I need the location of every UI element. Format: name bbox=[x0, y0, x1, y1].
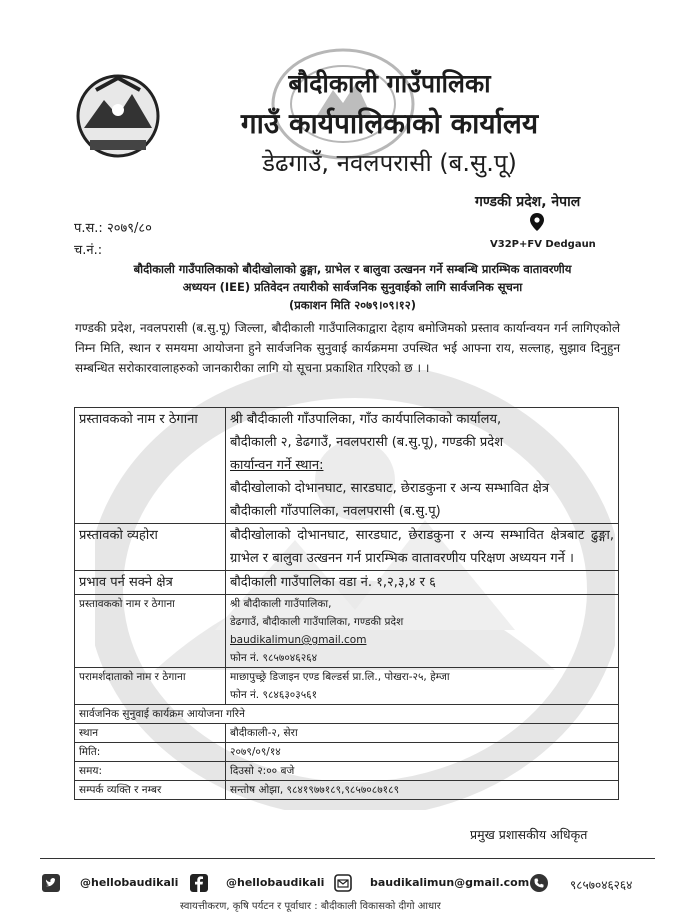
row-label: प्रभाव पर्न सक्ने क्षेत्र bbox=[75, 571, 226, 595]
table-row bbox=[75, 595, 619, 668]
table-row bbox=[75, 743, 619, 762]
row-label: प्रस्तावकको नाम र ठेगाना bbox=[75, 595, 226, 668]
email-icon[interactable] bbox=[334, 874, 352, 892]
row-label: प्रस्तावको व्यहोरा bbox=[75, 524, 226, 571]
footer-divider bbox=[40, 858, 655, 859]
office-location: डेढगाउँ, नवलपरासी (ब.सु.पू) bbox=[262, 149, 517, 177]
row-label: मिति: bbox=[75, 743, 226, 762]
row-label: प्रस्तावकको नाम र ठेगाना bbox=[75, 408, 226, 524]
proposer-address: बौदीकाली २, डेढगाउँ, नवलपरासी (ब.सु.पू), गण्डकी प्रदेश bbox=[230, 435, 504, 450]
table-row bbox=[75, 705, 619, 724]
consultant-phone: फोन नं. ९८४६३०३५६१ bbox=[230, 689, 318, 701]
hearing-venue: बौदीकाली-२, सेरा bbox=[226, 724, 619, 743]
proposer-line: श्री बौदीकाली गाँउपालिका, गाँउ कार्यपालिकाको कार्यालय, bbox=[230, 412, 502, 427]
proposer-name: श्री बौदीकाली गाउँपालिका, bbox=[230, 598, 332, 610]
row-label: सम्पर्क व्यक्ति र नम्बर bbox=[75, 781, 226, 800]
proposer-email[interactable]: baudikalimun@gmail.com bbox=[230, 634, 367, 646]
signatory-title: प्रमुख प्रशासकीय अधिकृत bbox=[470, 827, 588, 842]
proposer-address: डेढगाउँ, बौदीकाली गाउँपालिका, गण्डकी प्रदेश bbox=[230, 616, 404, 628]
twitter-handle[interactable]: @hellobaudikali bbox=[80, 876, 179, 889]
contact-person: सन्तोष ओझा, ९८४१९७७१८९,९८५७०८७१८९ bbox=[226, 781, 619, 800]
implementation-site-label: कार्यान्वन गर्ने स्थान: bbox=[230, 458, 324, 473]
footer-phone[interactable]: ९८५७०४६२६४ bbox=[570, 878, 633, 892]
table-row bbox=[75, 571, 619, 595]
implementation-municipality: बौदीकाली गाँउपालिका, नवलपरासी (ब.सु.पू) bbox=[230, 504, 441, 519]
facebook-handle[interactable]: @hellobaudikali bbox=[226, 876, 325, 889]
table-row bbox=[75, 762, 619, 781]
implementation-site: बौदीखोलाको दोभानघाट, सारडघाट, छेराडकुना र अन्य सम्भावित क्षेत्र bbox=[230, 481, 550, 496]
table-row bbox=[75, 781, 619, 800]
hearing-time: दिउसो २:०० बजे bbox=[226, 762, 619, 781]
facebook-icon[interactable] bbox=[190, 874, 208, 892]
office-name: गाउँ कार्यपालिकाको कार्यालय bbox=[240, 107, 539, 140]
plus-code: V32P+FV Dedgaun bbox=[490, 239, 596, 250]
table-row bbox=[75, 668, 619, 705]
hearing-date: २०७९/०९/१४ bbox=[226, 743, 619, 762]
notice-subject-line-1: बौदीकाली गाउँपालिकाको बौदीखोलाको ढुङ्गा, ग्राभेल र बालुवा उत्खनन गर्ने सम्बन्धि प्रारम्भिक वातावरणीय bbox=[133, 262, 572, 276]
municipality-name: बौदीकाली गाउँपालिका bbox=[288, 69, 491, 98]
row-label: समय: bbox=[75, 762, 226, 781]
footer-slogan: स्वायत्तीकरण, कृषि पर्यटन र पूर्वाधार : बौदीकाली विकासको दीगो आधार bbox=[180, 901, 441, 912]
table-row bbox=[75, 724, 619, 743]
twitter-icon[interactable] bbox=[42, 874, 60, 892]
notice-paragraph: गण्डकी प्रदेश, नवलपरासी (ब.सु.पू) जिल्ला, बौदीकाली गाउँपालिकाद्वारा देहाय बमोजिमको प्रस्ताव कार्यान्वयन गर्न लागिएकोले निम्न मिति, स्थान र समयमा आयोजना हुने सार्वजनिक सुनुवाई कार्यक्रममा उपस्थित भई आफ्ना राय, सल्लाह, सुझाव दिनुहुन सम्बन्धित सरोकारवालाहरुको जानकारीका लागि यो सूचना प्रकाशित गरिएको छ । । bbox=[75, 321, 620, 375]
proposer-phone: फोन नं. ९८५७०४६२६४ bbox=[230, 652, 318, 664]
row-label: स्थान bbox=[75, 724, 226, 743]
table-row bbox=[75, 524, 619, 571]
notice-table bbox=[74, 407, 619, 800]
notice-subject-line-2: अध्ययन (IEE) प्रतिवेदन तयारीको सार्वजनिक सुनुवाईको लागि सार्वजनिक सूचना bbox=[182, 280, 523, 294]
consultant-name: माछापुच्छ्रे डिजाइन एण्ड बिल्डर्स प्रा.लि., पोखरा-२५, हेम्जा bbox=[230, 671, 450, 683]
hearing-section-heading: सार्वजनिक सुनुवाई कार्यक्रम आयोजना गरिने bbox=[75, 705, 619, 724]
affected-area: बौदीकाली गाउँपालिका वडा नं. १,२,३,४ र ६ bbox=[226, 571, 619, 595]
phone-icon[interactable] bbox=[530, 874, 548, 892]
location-pin-icon bbox=[530, 213, 544, 231]
footer-email[interactable]: baudikalimun@gmail.com bbox=[370, 876, 530, 889]
dispatch-number: च.नं.: bbox=[74, 243, 103, 258]
row-label: परामर्शदाताको नाम र ठेगाना bbox=[75, 668, 226, 705]
proposal-description: बौदीखोलाको दोभानघाट, सारडघाट, छेराडकुना र अन्य सम्भावित क्षेत्रबाट ढुङ्गा, ग्राभेल र बालुवा उत्खनन गर्न प्रारम्भिक वातावरणीय परिक्षण अध्ययन गर्ने । bbox=[226, 524, 619, 571]
table-row bbox=[75, 408, 619, 524]
reference-number: प.स.: २०७९/८० bbox=[74, 221, 152, 236]
publication-date: (प्रकाशन मिति २०७९।०९।१२) bbox=[288, 298, 417, 312]
province: गण्डकी प्रदेश, नेपाल bbox=[475, 194, 581, 210]
